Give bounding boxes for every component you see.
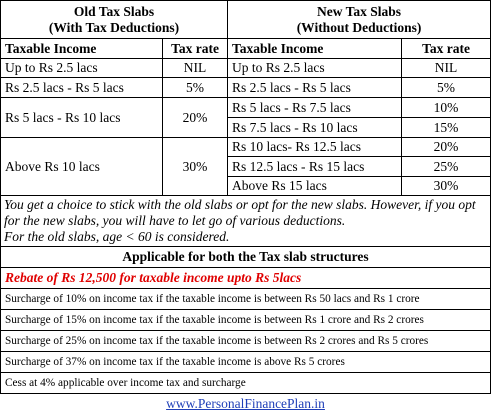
cess-row: Cess at 4% applicable over income tax and surcharge [1, 373, 491, 394]
new-row-7-rate: 30% [402, 177, 491, 196]
new-row-1-rate: NIL [402, 59, 491, 78]
old-row-1-rate: NIL [163, 59, 228, 78]
old-col-rate-header: Tax rate [163, 39, 228, 59]
surcharge-row-4: Surcharge of 37% on income tax if the taxable income is above Rs 5 crores [1, 352, 491, 373]
old-row-3-income: Rs 5 lacs - Rs 10 lacs [1, 98, 163, 138]
new-row-6-income: Rs 12.5 lacs - Rs 15 lacs [228, 157, 402, 177]
old-row-4-income: Above Rs 10 lacs [1, 138, 163, 196]
surcharge-row-2: Surcharge of 15% on income tax if the taxable income is between Rs 1 crore and Rs 2 crores [1, 310, 491, 331]
old-slabs-title-line1: Old Tax Slabs [73, 3, 155, 19]
surcharge-row-3: Surcharge of 25% on income tax if the taxable income is between Rs 2 crores and Rs 5 crores [1, 331, 491, 352]
new-row-2-income: Rs 2.5 lacs - Rs 5 lacs [228, 78, 402, 98]
new-row-2-rate: 5% [402, 78, 491, 98]
new-row-3-income: Rs 5 lacs - Rs 7.5 lacs [228, 98, 402, 118]
new-row-6-rate: 25% [402, 157, 491, 177]
old-row-2-rate: 5% [163, 78, 228, 98]
new-slabs-title-line2: (Without Deductions) [296, 19, 422, 35]
slab-choice-note-text: You get a choice to stick with the old slabs or opt for the new slabs. However, if you opt for the new slabs, you will have to let go of various deductions. [4, 197, 476, 228]
slab-choice-note [1, 196, 491, 247]
new-row-1-income: Up to Rs 2.5 lacs [228, 59, 402, 78]
rebate-row: Rebate of Rs 12,500 for taxable income upto Rs 5lacs [1, 268, 491, 289]
new-row-5-income: Rs 10 lacs- Rs 12.5 lacs [228, 138, 402, 157]
new-col-income-header: Taxable Income [228, 39, 402, 59]
old-row-4-rate: 30% [163, 138, 228, 196]
old-col-income-header: Taxable Income [1, 39, 163, 59]
surcharge-row-1: Surcharge of 10% on income tax if the taxable income is between Rs 50 lacs and Rs 1 crore [1, 289, 491, 310]
old-slabs-title-line2: (With Tax Deductions) [48, 19, 180, 35]
new-row-7-income: Above Rs 15 lacs [228, 177, 402, 196]
new-col-rate-header: Tax rate [402, 39, 491, 59]
old-row-1-income: Up to Rs 2.5 lacs [1, 59, 163, 78]
old-slabs-title [1, 1, 228, 39]
new-slabs-title-line1: New Tax Slabs [316, 3, 402, 19]
old-row-3-rate: 20% [163, 98, 228, 138]
website-link[interactable]: www.PersonalFinancePlan.in [166, 395, 325, 411]
applicable-section-title: Applicable for both the Tax slab structures [1, 247, 491, 268]
age-note-text: For the old slabs, age < 60 is considered. [4, 229, 230, 244]
new-slabs-title [228, 1, 491, 39]
new-row-3-rate: 10% [402, 98, 491, 118]
old-row-2-income: Rs 2.5 lacs - Rs 5 lacs [1, 78, 163, 98]
new-row-5-rate: 20% [402, 138, 491, 157]
new-row-4-rate: 15% [402, 118, 491, 138]
footer [1, 394, 491, 414]
new-row-4-income: Rs 7.5 lacs - Rs 10 lacs [228, 118, 402, 138]
